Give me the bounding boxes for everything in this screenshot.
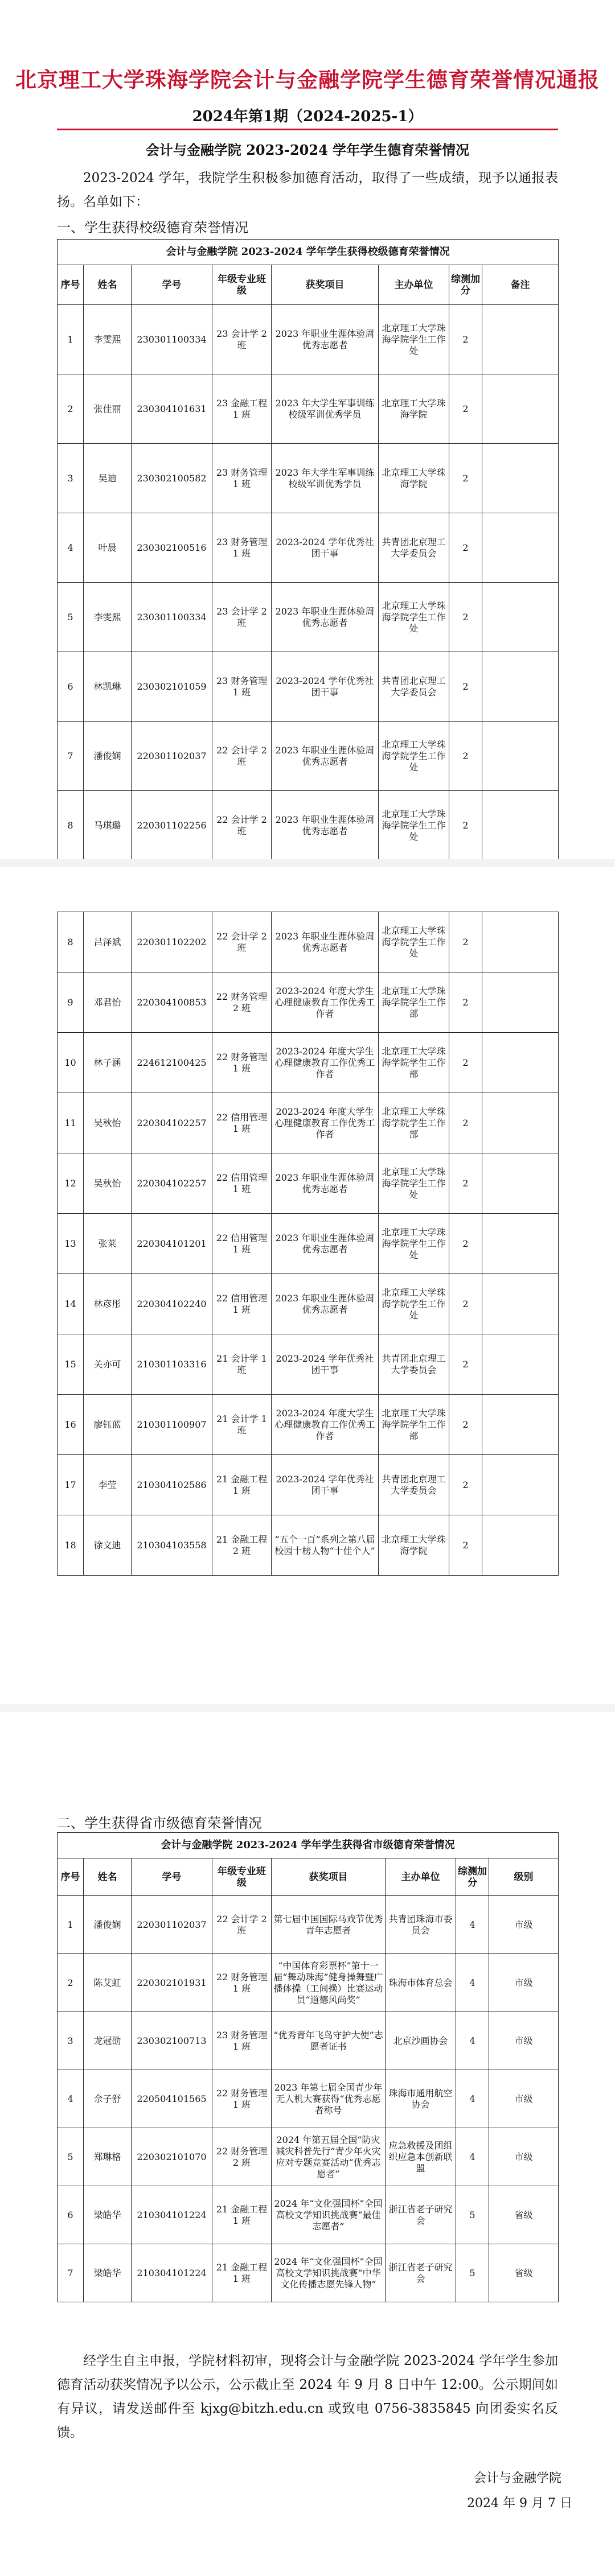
table-cell: 23 会计学 2 班 <box>212 305 272 374</box>
table-cell: 北京理工大学珠海学院学生工作处 <box>379 791 449 860</box>
table-row <box>58 791 559 860</box>
table-row <box>58 1954 559 2012</box>
table-cell: 2023-2024 年度大学生心理健康教育工作优秀工作者 <box>272 972 379 1033</box>
table-cell: 5 <box>58 583 84 652</box>
table-cell: 16 <box>58 1395 84 1455</box>
table-cell: 21 金融工程 2 班 <box>212 1515 272 1576</box>
signature: 会计与金融学院 <box>474 2471 562 2486</box>
table-cell: 潘俊娴 <box>84 722 132 791</box>
table-cell: 10 <box>58 1033 84 1093</box>
table-row <box>58 2244 559 2302</box>
table-cell: 梁皓华 <box>84 2244 132 2302</box>
page-1 <box>0 0 615 859</box>
table-cell: 11 <box>58 1093 84 1153</box>
table-cell: 2 <box>449 1214 482 1274</box>
table-cell: 北京理工大学珠海学院 <box>379 1515 449 1576</box>
table-cell <box>482 1455 559 1515</box>
table-cell: 220304102240 <box>132 1274 212 1334</box>
table-cell: 2023 年职业生涯体验周优秀志愿者 <box>272 1274 379 1334</box>
table-cell: 2 <box>449 912 482 972</box>
table-cell: 2 <box>449 1455 482 1515</box>
table-cell: 2023-2024 学年优秀社团干事 <box>272 513 379 583</box>
table-cell: 22 财务管理 1 班 <box>212 1954 272 2012</box>
table-cell: 22 财务管理 1 班 <box>212 2070 272 2128</box>
table-cell: 2024 年“文化强国杯”全国高校文学知识挑战赛“最佳志愿者” <box>272 2186 386 2244</box>
table-cell: 市级 <box>489 1896 559 1954</box>
table-cell: 市级 <box>489 1954 559 2012</box>
table-row <box>58 1395 559 1455</box>
table-row <box>58 1214 559 1274</box>
table-cell: 李雯熙 <box>84 305 132 374</box>
table-cell: 2023 年职业生涯体验周优秀志愿者 <box>272 305 379 374</box>
table-cell <box>482 912 559 972</box>
table-cell: 210304101224 <box>132 2186 212 2244</box>
table-cell <box>482 1153 559 1214</box>
table-cell: 共青团北京理工大学委员会 <box>379 1334 449 1395</box>
column-header: 获奖项目 <box>272 265 379 305</box>
table-cell: 北京理工大学珠海学院学生工作部 <box>379 1033 449 1093</box>
table-cell: 2023-2024 学年优秀社团干事 <box>272 1334 379 1395</box>
table-cell: 2023 年职业生涯体验周优秀志愿者 <box>272 1153 379 1214</box>
table-cell: 共青团北京理工大学委员会 <box>379 513 449 583</box>
table-cell: 市级 <box>489 2128 559 2186</box>
table-cell: 1 <box>58 1896 84 1954</box>
table-cell: 吕泽斌 <box>84 912 132 972</box>
table-cell: 230302100516 <box>132 513 212 583</box>
table-cell: 6 <box>58 2186 84 2244</box>
table-row <box>58 1515 559 1576</box>
table-cell: 220302101931 <box>132 1954 212 2012</box>
table-cell: 北京理工大学珠海学院学生工作处 <box>379 722 449 791</box>
table-cell: 2 <box>449 374 482 444</box>
table-row <box>58 444 559 513</box>
column-header: 级别 <box>489 1858 559 1896</box>
table-cell: 22 财务管理 2 班 <box>212 2128 272 2186</box>
table-cell: 220301102037 <box>132 722 212 791</box>
table-cell: 龙冠劭 <box>84 2012 132 2070</box>
table-cell: 4 <box>58 513 84 583</box>
section-2-heading: 二、学生获得省市级德育荣誉情况 <box>57 1815 262 1831</box>
table-cell: 2024 年第五届全国“防灾减灾科普先行”青少年火灾应对专题竞赛活动“优秀志愿者” <box>272 2128 386 2186</box>
table-cell: 省级 <box>489 2186 559 2244</box>
table-cell: 北京理工大学珠海学院学生工作部 <box>379 1395 449 1455</box>
table-cell: 邓君怡 <box>84 972 132 1033</box>
table-cell <box>482 722 559 791</box>
table-cell: 北京理工大学珠海学院学生工作处 <box>379 305 449 374</box>
table-cell: 张佳丽 <box>84 374 132 444</box>
table-row <box>58 1093 559 1153</box>
table-cell: 22 会计学 2 班 <box>212 912 272 972</box>
column-header: 姓名 <box>84 1858 132 1896</box>
table-cell: 1 <box>58 305 84 374</box>
table-cell <box>482 1093 559 1153</box>
table-cell: 21 金融工程 1 班 <box>212 1455 272 1515</box>
table-cell: 3 <box>58 2012 84 2070</box>
table-cell: 23 财务管理 1 班 <box>212 2012 272 2070</box>
table-cell: 230302100582 <box>132 444 212 513</box>
table-cell: 15 <box>58 1334 84 1395</box>
table-row <box>58 1896 559 1954</box>
table-cell: 佘子舒 <box>84 2070 132 2128</box>
table-cell: 9 <box>58 972 84 1033</box>
table-cell: 北京理工大学珠海学院学生工作处 <box>379 1214 449 1274</box>
table-cell: 李莹 <box>84 1455 132 1515</box>
table-row <box>58 1153 559 1214</box>
table-cell: 5 <box>456 2186 489 2244</box>
table-cell: 李雯熙 <box>84 583 132 652</box>
table-cell: 2 <box>449 1033 482 1093</box>
table-cell: 4 <box>456 2012 489 2070</box>
table-cell: 22 会计学 2 班 <box>212 791 272 860</box>
table-cell: 2 <box>449 1515 482 1576</box>
table-cell: 8 <box>58 791 84 860</box>
table-cell: 220504101565 <box>132 2070 212 2128</box>
table-cell: 珠海市体育总会 <box>386 1954 456 2012</box>
table-cell: 2023 年职业生涯体验周优秀志愿者 <box>272 1214 379 1274</box>
table-cell: 6 <box>58 652 84 722</box>
table-row <box>58 912 559 972</box>
column-header: 年级专业班级 <box>212 1858 272 1896</box>
table-cell: 23 财务管理 1 班 <box>212 513 272 583</box>
table-cell: 应急救援及团组织应急本创新联盟 <box>386 2128 456 2186</box>
table-cell: 4 <box>456 1954 489 2012</box>
table-cell: 7 <box>58 722 84 791</box>
table-cell <box>482 791 559 860</box>
table-row <box>58 1334 559 1395</box>
intro-paragraph: 2023-2024 学年，我院学生积极参加德育活动，取得了一些成绩，现予以通报表扬。名单如下： <box>57 171 558 209</box>
table-cell: 2023-2024 年度大学生心理健康教育工作优秀工作者 <box>272 1093 379 1153</box>
table-cell: 23 财务管理 1 班 <box>212 652 272 722</box>
table-cell: 2023-2024 学年优秀社团干事 <box>272 652 379 722</box>
table-cell: 21 会计学 1 班 <box>212 1395 272 1455</box>
notice-title: 北京理工大学珠海学院会计与金融学院学生德育荣誉情况通报 <box>15 67 600 92</box>
table-cell: “中国体育彩票杯”第十一届“舞动珠海”健身操舞暨广播体操（工间操）比赛运动员“道德风尚奖” <box>272 1954 386 2012</box>
table-row <box>58 513 559 583</box>
table-cell <box>482 1395 559 1455</box>
table-cell: 220301102256 <box>132 791 212 860</box>
table-cell: 230302100713 <box>132 2012 212 2070</box>
table-cell: 梁皓华 <box>84 2186 132 2244</box>
table-cell: 4 <box>456 2128 489 2186</box>
table-cell: 220304101201 <box>132 1214 212 1274</box>
table-cell: 224612100425 <box>132 1033 212 1093</box>
table-cell: 2 <box>449 1395 482 1455</box>
table-1-caption: 会计与金融学院 2023-2024 学年学生获得校级德育荣誉情况 <box>58 240 559 265</box>
table-row <box>58 583 559 652</box>
table-cell: 17 <box>58 1455 84 1515</box>
table-cell: 北京沙画协会 <box>386 2012 456 2070</box>
table-cell: 2023-2024 年度大学生心理健康教育工作优秀工作者 <box>272 1395 379 1455</box>
table-cell: 210304103558 <box>132 1515 212 1576</box>
school-honors-table <box>57 239 559 860</box>
table-cell: 18 <box>58 1515 84 1576</box>
table-cell: 23 会计学 2 班 <box>212 583 272 652</box>
table-cell: 2 <box>449 583 482 652</box>
closing-paragraph: 经学生自主申报，学院材料初审，现将会计与金融学院 2023-2024 学年学生参加德育活动获奖情况予以公示，公示截止至 2024 年 9 月 8 日中午 12:00。公示期间如有异议，请发送邮件至 kjxg@bitzh.edu.cn 或致电 0756-3835845 向团委实名反馈。 <box>57 2354 558 2440</box>
table-cell: 220301102202 <box>132 912 212 972</box>
table-cell: 廖钰蓝 <box>84 1395 132 1455</box>
red-divider <box>57 129 558 130</box>
column-header: 主办单位 <box>379 265 449 305</box>
table-2-caption: 会计与金融学院 2023-2024 学年学生获得省市级德育荣誉情况 <box>58 1833 559 1858</box>
table-cell <box>482 444 559 513</box>
table-cell: 4 <box>58 2070 84 2128</box>
table-row <box>58 1033 559 1093</box>
table-cell: “优秀青年飞鸟守护大使”志愿者证书 <box>272 2012 386 2070</box>
column-header: 年级专业班级 <box>212 265 272 305</box>
table-row <box>58 2012 559 2070</box>
provincial-honors-table <box>57 1832 559 2302</box>
table-cell: 220304100853 <box>132 972 212 1033</box>
table-cell: 14 <box>58 1274 84 1334</box>
table-cell <box>482 1033 559 1093</box>
table-cell: 3 <box>58 444 84 513</box>
table-cell: 230302101059 <box>132 652 212 722</box>
table-cell: 叶晨 <box>84 513 132 583</box>
page-gap <box>0 859 615 867</box>
table-cell: 市级 <box>489 2012 559 2070</box>
table-cell: 5 <box>58 2128 84 2186</box>
table-cell: 林彦彤 <box>84 1274 132 1334</box>
table-row <box>58 972 559 1033</box>
table-cell: 230301100334 <box>132 583 212 652</box>
table-cell: 220302101070 <box>132 2128 212 2186</box>
table-cell: 230301100334 <box>132 305 212 374</box>
table-cell: 22 财务管理 2 班 <box>212 972 272 1033</box>
table-cell: 吴迪 <box>84 444 132 513</box>
table-cell: 2 <box>449 1274 482 1334</box>
page-gap <box>0 1704 615 1712</box>
issue-number: 2024年第1期（2024-2025-1） <box>192 108 423 125</box>
table-cell <box>482 374 559 444</box>
table-cell: 8 <box>58 912 84 972</box>
table-cell: 210301103316 <box>132 1334 212 1395</box>
table-cell: 2 <box>449 722 482 791</box>
table-cell: 潘俊娴 <box>84 1896 132 1954</box>
table-cell: 2023 年职业生涯体验周优秀志愿者 <box>272 722 379 791</box>
notice-subtitle: 会计与金融学院 2023-2024 学年学生德育荣誉情况 <box>145 142 470 158</box>
table-cell: 2 <box>449 305 482 374</box>
table-cell: 2 <box>449 1334 482 1395</box>
table-cell: 2023 年职业生涯体验周优秀志愿者 <box>272 912 379 972</box>
table-cell: 220301102037 <box>132 1896 212 1954</box>
table-cell: 2 <box>449 972 482 1033</box>
table-row <box>58 1274 559 1334</box>
table-cell: 珠海市通用航空协会 <box>386 2070 456 2128</box>
table-cell: 230304101631 <box>132 374 212 444</box>
table-cell: 12 <box>58 1153 84 1214</box>
table-cell: 共青团北京理工大学委员会 <box>379 652 449 722</box>
table-cell: 林子涵 <box>84 1033 132 1093</box>
table-cell: 2 <box>449 791 482 860</box>
table-cell: 共青团北京理工大学委员会 <box>379 1455 449 1515</box>
table-cell: 北京理工大学珠海学院学生工作部 <box>379 972 449 1033</box>
table-cell: 北京理工大学珠海学院学生工作处 <box>379 912 449 972</box>
table-cell: 13 <box>58 1214 84 1274</box>
table-cell: 21 金融工程 1 班 <box>212 2186 272 2244</box>
table-cell: “五个一百”系列之第八届校园十榜人物“十佳个人” <box>272 1515 379 1576</box>
table-cell <box>482 1334 559 1395</box>
table-cell: 22 信用管理 1 班 <box>212 1214 272 1274</box>
table-cell: 吴秋怡 <box>84 1093 132 1153</box>
table-cell: 4 <box>456 1896 489 1954</box>
table-cell: 4 <box>456 2070 489 2128</box>
table-cell: 2023 年大学生军事训练校级军训优秀学员 <box>272 374 379 444</box>
table-cell: 林凯琳 <box>84 652 132 722</box>
table-cell: 2024 年“文化强国杯”全国高校文学知识挑战赛“中华文化传播志愿先锋人物” <box>272 2244 386 2302</box>
column-header: 主办单位 <box>386 1858 456 1896</box>
column-header: 备注 <box>482 265 559 305</box>
table-cell: 22 会计学 2 班 <box>212 1896 272 1954</box>
table-row <box>58 374 559 444</box>
page-2 <box>0 867 615 1704</box>
table-cell <box>482 1214 559 1274</box>
table-cell: 吴秋怡 <box>84 1153 132 1214</box>
table-cell: 21 会计学 1 班 <box>212 1334 272 1395</box>
table-cell: 220304102257 <box>132 1153 212 1214</box>
column-header: 获奖项目 <box>272 1858 386 1896</box>
column-header: 姓名 <box>84 265 132 305</box>
table-cell: 5 <box>456 2244 489 2302</box>
table-cell: 7 <box>58 2244 84 2302</box>
table-cell: 陈艾虹 <box>84 1954 132 2012</box>
table-cell: 北京理工大学珠海学院 <box>379 374 449 444</box>
table-cell <box>482 972 559 1033</box>
table-cell <box>482 583 559 652</box>
table-cell: 2 <box>449 513 482 583</box>
table-cell: 北京理工大学珠海学院学生工作处 <box>379 1153 449 1214</box>
table-cell: 21 金融工程 1 班 <box>212 2244 272 2302</box>
page-3 <box>0 1712 615 2576</box>
table-cell: 2023-2024 年度大学生心理健康教育工作优秀工作者 <box>272 1033 379 1093</box>
table-cell: 市级 <box>489 2070 559 2128</box>
table-cell <box>482 1515 559 1576</box>
table-cell <box>482 305 559 374</box>
table-cell: 2023 年职业生涯体验周优秀志愿者 <box>272 583 379 652</box>
table-row <box>58 722 559 791</box>
table-row <box>58 1455 559 1515</box>
table-cell: 22 会计学 2 班 <box>212 722 272 791</box>
table-cell: 徐文迪 <box>84 1515 132 1576</box>
table-cell: 省级 <box>489 2244 559 2302</box>
table-cell: 2023 年职业生涯体验周优秀志愿者 <box>272 791 379 860</box>
table-cell: 210301100907 <box>132 1395 212 1455</box>
table-cell: 张莱 <box>84 1214 132 1274</box>
table-cell: 22 信用管理 1 班 <box>212 1153 272 1214</box>
column-header: 学号 <box>132 265 212 305</box>
table-cell: 23 财务管理 1 班 <box>212 444 272 513</box>
table-cell: 2 <box>449 652 482 722</box>
table-cell: 2023 年大学生军事训练校级军训优秀学员 <box>272 444 379 513</box>
table-cell <box>482 652 559 722</box>
table-cell: 北京理工大学珠海学院学生工作处 <box>379 583 449 652</box>
table-cell: 2 <box>449 1153 482 1214</box>
column-header: 综测加分 <box>456 1858 489 1896</box>
table-cell: 2023-2024 学年优秀社团干事 <box>272 1455 379 1515</box>
table-cell: 2 <box>449 444 482 513</box>
table-cell: 北京理工大学珠海学院学生工作部 <box>379 1093 449 1153</box>
table-cell <box>482 513 559 583</box>
table-cell: 220304102257 <box>132 1093 212 1153</box>
table-cell: 共青团珠海市委员会 <box>386 1896 456 1954</box>
table-cell: 第七届中国国际马戏节优秀青年志愿者 <box>272 1896 386 1954</box>
table-cell: 22 信用管理 1 班 <box>212 1274 272 1334</box>
table-cell: 22 财务管理 1 班 <box>212 1033 272 1093</box>
table-cell: 关亦可 <box>84 1334 132 1395</box>
table-row <box>58 2128 559 2186</box>
table-cell: 北京理工大学珠海学院学生工作处 <box>379 1274 449 1334</box>
table-cell <box>482 1274 559 1334</box>
table-cell: 23 金融工程 1 班 <box>212 374 272 444</box>
column-header: 综测加分 <box>449 265 482 305</box>
table-cell: 210304101224 <box>132 2244 212 2302</box>
table-cell: 2023 年第七届全国青少年无人机大赛获得“优秀志愿者称号 <box>272 2070 386 2128</box>
table-cell: 2 <box>58 374 84 444</box>
table-row <box>58 652 559 722</box>
table-cell: 2 <box>449 1093 482 1153</box>
table-cell: 北京理工大学珠海学院 <box>379 444 449 513</box>
section-1-heading: 一、学生获得校级德育荣誉情况 <box>57 220 248 236</box>
table-cell: 2 <box>58 1954 84 2012</box>
column-header: 学号 <box>132 1858 212 1896</box>
table-cell: 210304102586 <box>132 1455 212 1515</box>
column-header: 序号 <box>58 265 84 305</box>
table-row <box>58 2186 559 2244</box>
issue-date: 2024 年 9 月 7 日 <box>467 2496 572 2511</box>
column-header: 序号 <box>58 1858 84 1896</box>
school-honors-table-continued <box>57 912 559 1576</box>
table-cell: 浙江省老子研究会 <box>386 2244 456 2302</box>
table-cell: 22 信用管理 1 班 <box>212 1093 272 1153</box>
table-row <box>58 2070 559 2128</box>
table-cell: 浙江省老子研究会 <box>386 2186 456 2244</box>
table-cell: 郑琳格 <box>84 2128 132 2186</box>
table-row <box>58 305 559 374</box>
table-cell: 马琪璐 <box>84 791 132 860</box>
